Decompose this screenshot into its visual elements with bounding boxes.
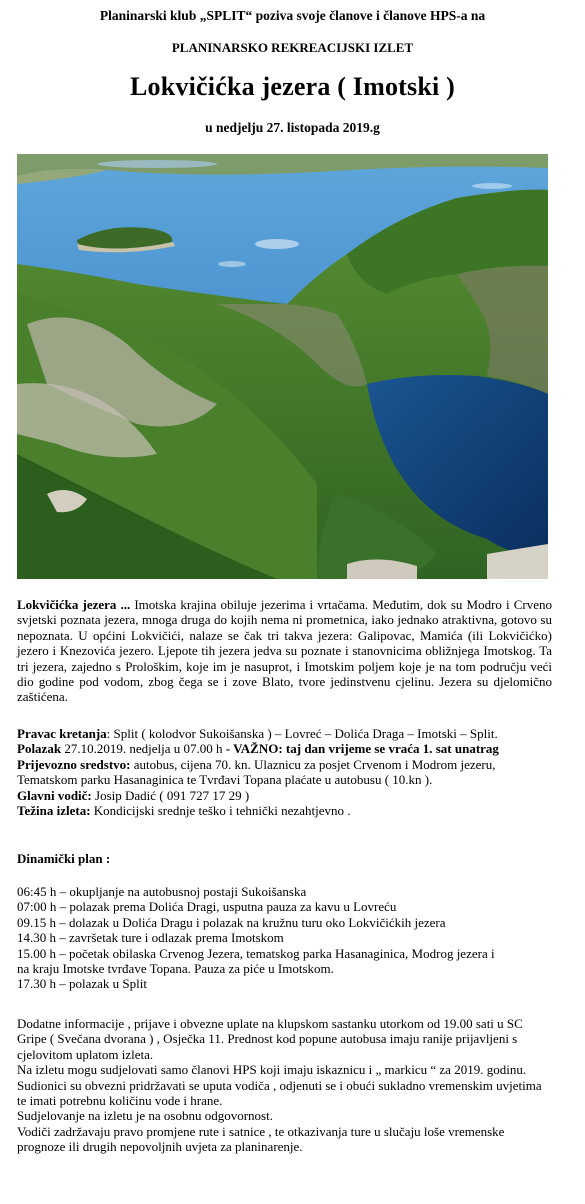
note-item: Vodiči zadržavaju pravo promjene rute i satnice , te otkazivanja ture u slučaju loše vremenske prognoze ili drugih nepovoljnih uvjeta za planinarenje. (17, 1123, 505, 1155)
schedule-item: 17.30 h – polazak u Split (17, 976, 147, 992)
departure-line: Polazak 27.10.2019. nedjelja u 07.00 h - VAŽNO: taj dan vrijeme se vraća 1. sat unatrag (17, 741, 499, 757)
intro-paragraph (17, 597, 552, 705)
schedule-item: na kraju Imotske tvrđave Topana. Pauza za piće u Imotskom. (17, 961, 334, 977)
schedule-list (17, 884, 552, 992)
note-item: Na izletu mogu sudjelovati samo članovi HPS koji imaju iskaznicu i „ markicu “ za 2019. godinu. (17, 1062, 527, 1078)
transport-line-2: Tematskom parku Hasanaginica te Tvrđavi Topana plaćate u autobusu ( 10.kn ). (17, 772, 433, 788)
note-item: Sudionici su obvezni pridržavati se uputa vodiča , odjenuti se i obući sukladno vremenskim uvjetima te imati potrebnu količinu vode i hrane. (17, 1077, 542, 1109)
intro-text: Imotska krajina obiluje jezerima i vrtačama. Međutim, dok su Modro i Crveno svjetski poznata jezera, mnoga druga do kojih nema ni prometnica, iako jednako atraktivna, gotovo su nepoznata. U općini Lokvičići, nalaze se čak tri takva jezera: Galipovac, Mamića (ili Lokvičićko) jezero i Knezovića jezero. Ljepote tih jezera jedva su poznate i stanovnicima obližnjega Imotskog. Ta tri jezera, zajedno s Prološkim, koje im je nasuprot, i Imotskim poljem koje je na tom području veći dio godine pod vodom, zbog čega se i zove Blato, tvore jedinstvenu cjelinu. Jezera su djelomično zaštićena. (17, 597, 552, 705)
schedule-item: 06:45 h – okupljanje na autobusnoj postaji Sukoišanska (17, 884, 307, 899)
note-item: Sudjelovanje na izletu je na osobnu odgovornost. (17, 1108, 273, 1124)
transport-line: Prijevozno sredstvo: autobus, cijena 70. kn. Ulaznicu za posjet Crvenom i Modrom jezeru, (17, 756, 496, 772)
event-type-heading: PLANINARSKO REKREACIJSKI IZLET (171, 40, 414, 55)
schedule-item: 15.00 h – početak obilaska Crvenog Jezera, tematskog parka Hasanaginica, Modrog jezera i (17, 945, 495, 961)
route-line: Pravac kretanja: Split ( kolodvor Sukoišanska ) – Lovreć – Dolića Draga – Imotski – Split. (17, 726, 498, 741)
schedule-item: 14.30 h – završetak ture i odlazak prema Imotskom (17, 930, 284, 946)
trip-info (17, 726, 552, 818)
event-date: u nedjelju 27. listopada 2019.g (205, 120, 380, 135)
schedule-title: Dinamički plan : (17, 851, 111, 866)
lake-landscape-photo (17, 154, 548, 579)
schedule-item: 09.15 h – dolazak u Dolića Dragu i polazak na kružnu turu oko Lokvičićkih jezera (17, 914, 446, 930)
schedule-item: 07:00 h – polazak prema Dolića Dragi, usputna pauza za kavu u Lovreću (17, 899, 397, 915)
time-change-warning: - VAŽNO: taj dan vrijeme se vraća 1. sat unatrag (225, 741, 499, 757)
guide-line: Glavni vodič: Josip Dadić ( 091 727 17 29 ) (17, 787, 250, 803)
note-item: Dodatne informacije , prijave i obvezne uplate na klupskom sastanku utorkom od 19.00 sati u SC Gripe ( Svečana dvorana ) , Osječka 11. Prednost kod popune autobusa imaju ranije prijavljeni s cjelovitom uplatom izleta. (17, 1016, 523, 1062)
difficulty-line: Težina izleta: Kondicijski srednje teško i tehnički nezahtjevno . (17, 803, 351, 819)
page-title: Lokvičićka jezera ( Imotski ) (130, 72, 455, 101)
invitation-line: Planinarski klub „SPLIT“ poziva svoje članove i članove HPS-a na (99, 8, 486, 23)
intro-lead: Lokvičićka jezera ... (17, 597, 131, 612)
notes-section (17, 1016, 552, 1155)
